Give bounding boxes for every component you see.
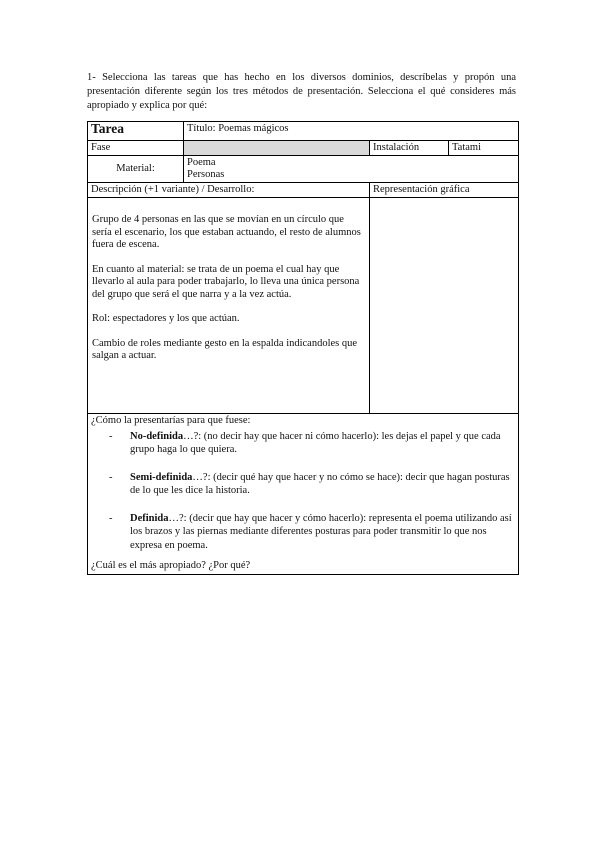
fase-value-cell [184, 141, 370, 156]
option-text: …?: (no decir hay que hacer ni cómo hacerlo): les dejas el papel y que cada grupo haga lo que quiera. [130, 430, 501, 455]
tarea-label: Tarea [88, 122, 184, 141]
descripcion-paragraph: Cambio de roles mediante gesto en la espalda indicandoles que salgan a actuar. [92, 337, 358, 361]
content-row [88, 198, 519, 414]
instalacion-value: Tatami [449, 141, 519, 156]
option-text: …?: (decir qué hay que hacer y no cómo se hace): decir que hagan posturas de lo que les dice la historia. [130, 471, 510, 496]
descripcion-paragraph: Rol: espectadores y los que actúan. [92, 313, 240, 324]
material-label: Material: [88, 156, 184, 183]
list-dash: - [109, 430, 113, 442]
descripcion-paragraph: Grupo de 4 personas en las que se movían en un círculo que sería el escenario, los que estaban actuando, el resto de alumnos fuera de escena. [92, 214, 361, 250]
option-definida [91, 512, 515, 553]
list-dash: - [109, 512, 113, 524]
option-text: …?: (decir que hay que hacer y cómo hacerlo): representa el poema utilizando así los brazos y las piernas mediante diferentes posturas para poder transmitir lo que nos expresa en poema. [130, 512, 512, 551]
option-semi-definida [91, 471, 515, 498]
material-item: Personas [187, 169, 225, 180]
fase-row [88, 141, 519, 156]
presentation-methods [88, 414, 519, 575]
material-item: Poema [187, 157, 216, 168]
option-term: Semi-definida [130, 471, 193, 483]
representacion-grafica-area [370, 198, 519, 414]
option-term: Definida [130, 512, 169, 524]
instructions-paragraph: 1- Selecciona las tareas que has hecho en los diversos dominios, descríbelas y propón una presentación diferente según los tres métodos de presentación. Selecciona el qué consideres más apropiado y explica por qué: [87, 72, 516, 111]
material-row [88, 156, 519, 183]
list-dash: - [109, 471, 113, 483]
material-list [184, 156, 519, 183]
instalacion-label: Instalación [370, 141, 449, 156]
descripcion-header: Descripción (+1 variante) / Desarrollo: [88, 183, 370, 198]
representacion-header: Representación gráfica [370, 183, 519, 198]
question-present: ¿Cómo la presentarías para que fuese: [91, 415, 251, 426]
presentation-row [88, 414, 519, 575]
fase-label: Fase [88, 141, 184, 156]
task-sheet-table [87, 121, 519, 575]
descripcion-paragraph: En cuanto al material: se trata de un poema el cual hay que llevarlo al aula para poder trabajarlo, lo lleva una única persona del grupo que será el que narra y a la vez actúa. [92, 263, 360, 300]
title-row [88, 122, 519, 141]
option-term: No-definida [130, 430, 184, 442]
section-header-row [88, 183, 519, 198]
question-best: ¿Cuál es el más apropiado? ¿Por qué? [91, 560, 251, 571]
titulo-cell: Título: Poemas mágicos [184, 122, 519, 141]
option-no-definida [91, 430, 515, 457]
descripcion-body [88, 198, 370, 414]
